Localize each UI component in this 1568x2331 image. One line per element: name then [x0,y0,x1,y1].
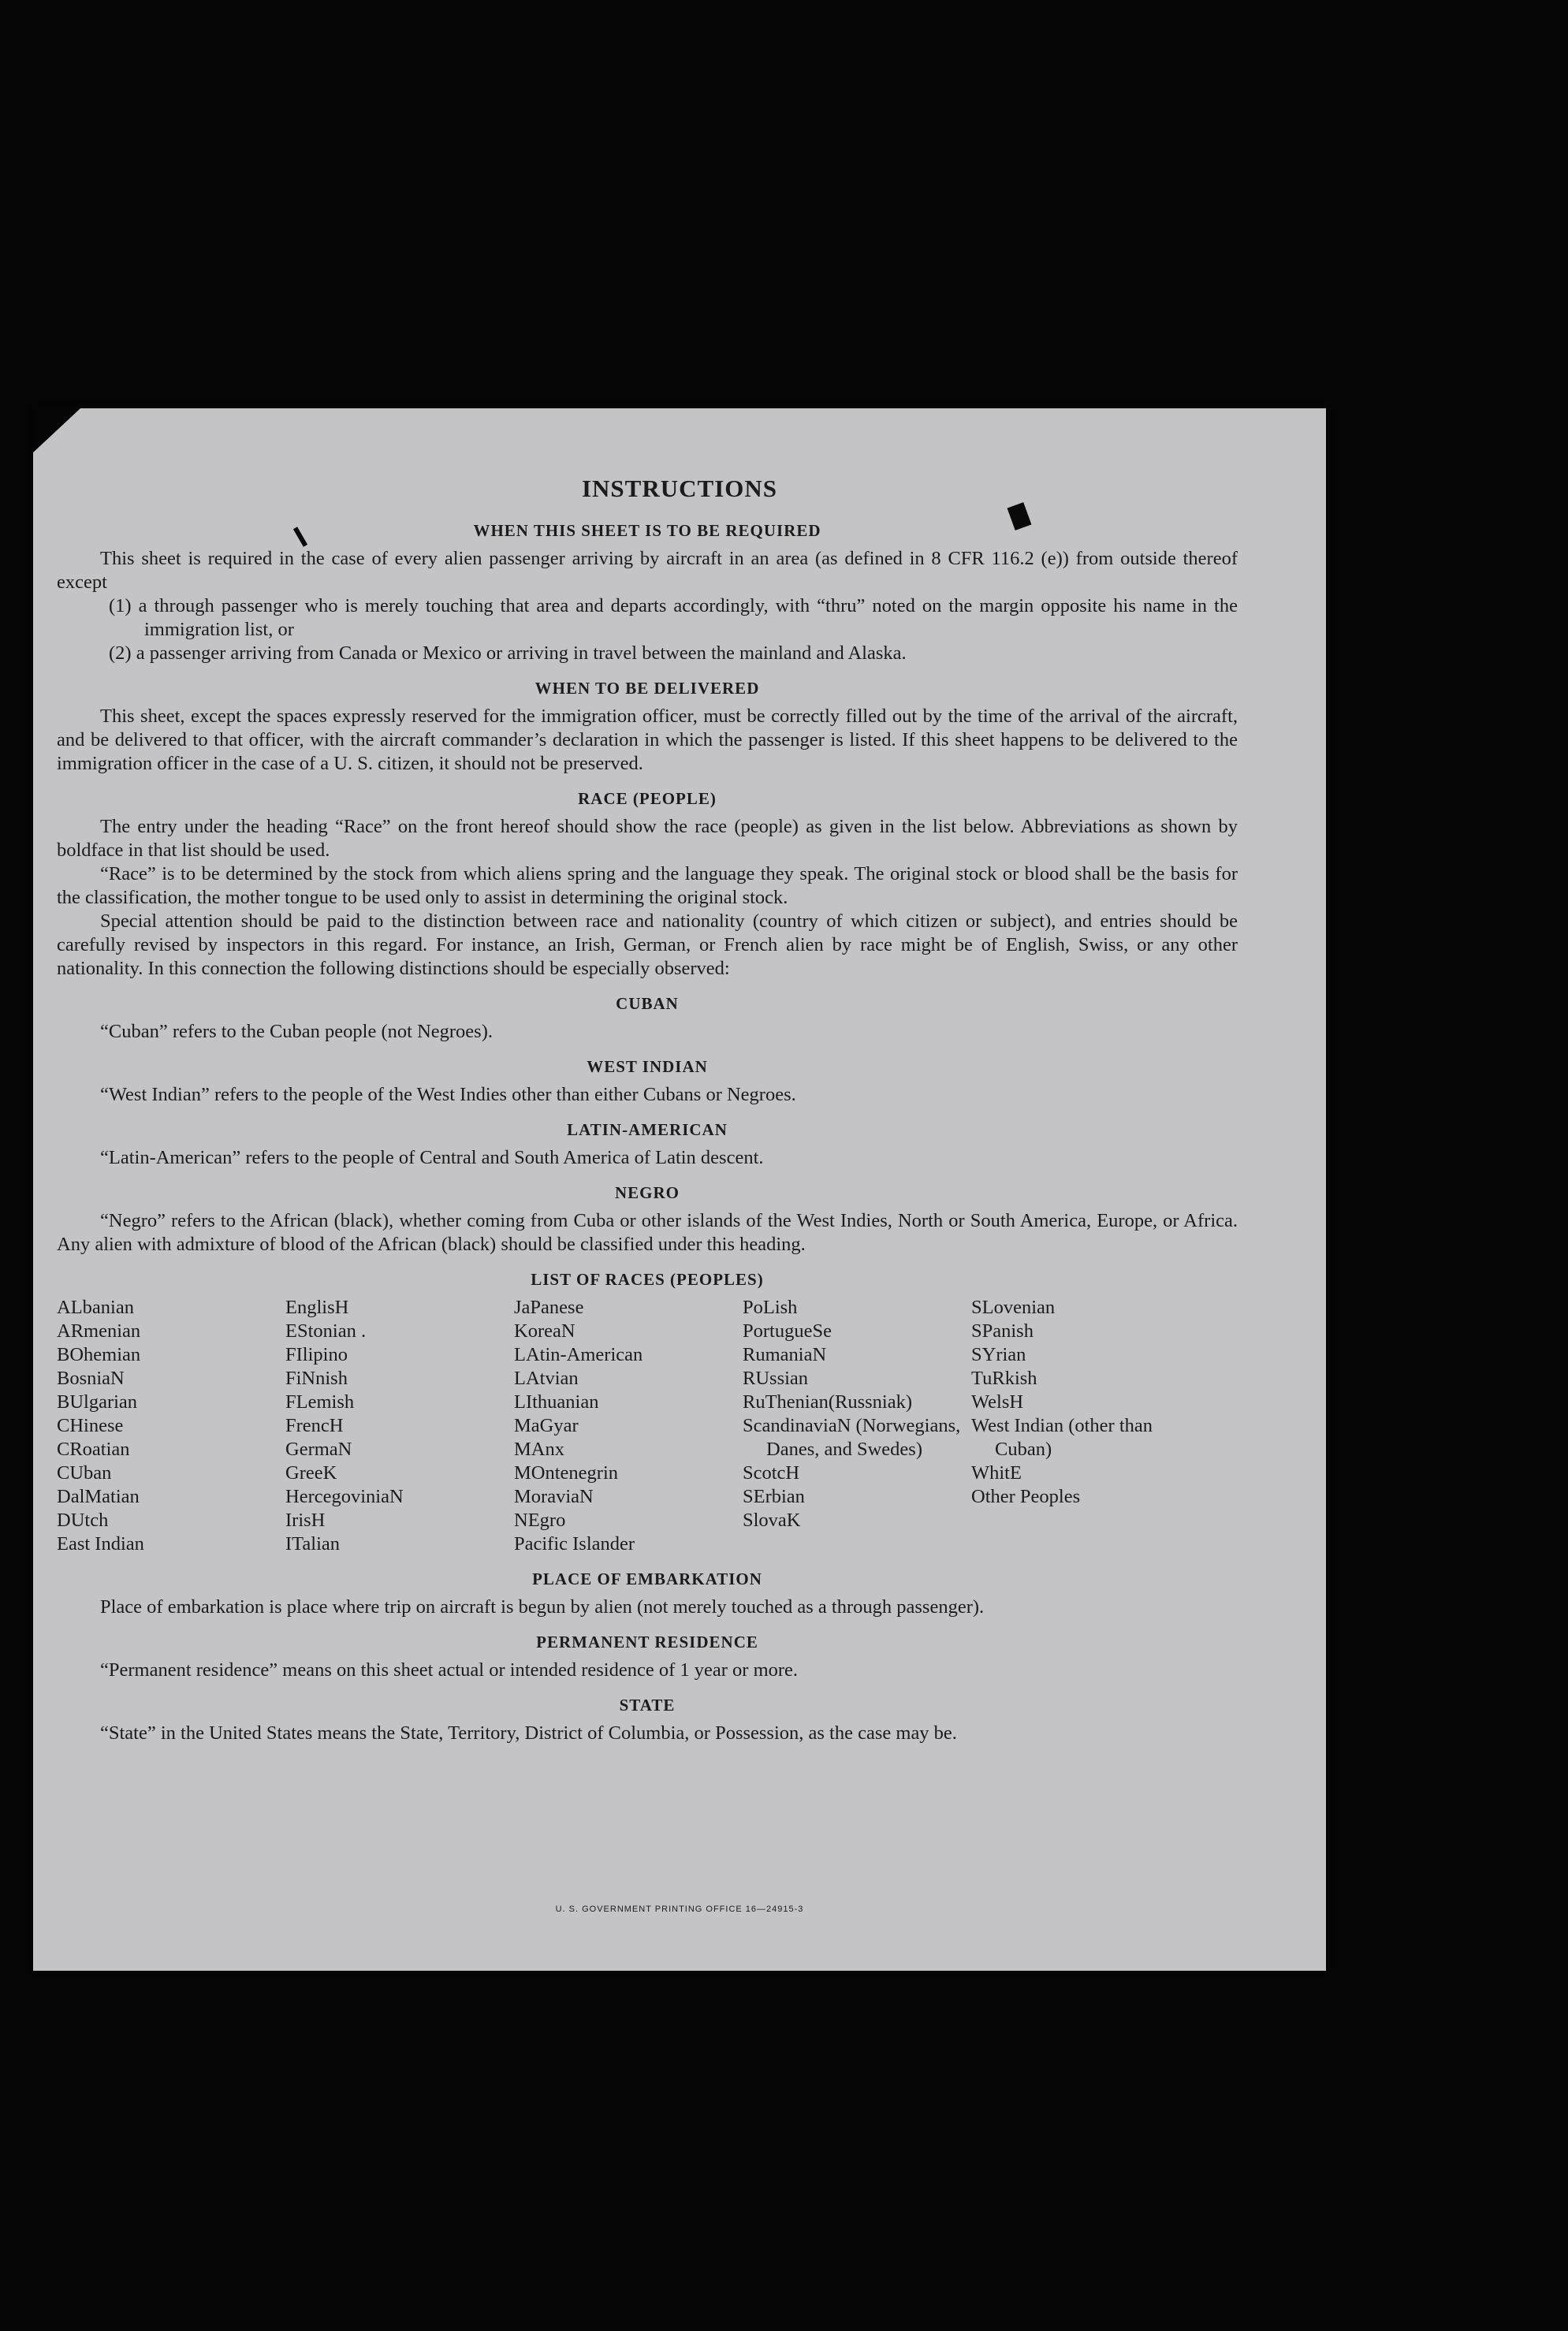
race-entry: SErbian [743,1486,805,1507]
page-title: INSTRUCTIONS [581,475,777,502]
race-entry: RuThenian(Russniak) [743,1391,913,1413]
race-entry: Pacific Islander [514,1533,635,1555]
race-entry: DalMatian [57,1486,140,1507]
race-entry: KoreaN [514,1320,575,1342]
races-column-1 [57,1296,285,1556]
race-entry: EStonian . [285,1320,367,1342]
section-heading-latin-american: LATIN-AMERICAN [567,1120,728,1139]
race-entry: MoraviaN [514,1486,594,1507]
section-heading-embarkation: PLACE OF EMBARKATION [532,1570,762,1588]
races-column-2 [285,1296,514,1556]
required-paragraph: This sheet is required in the case of every alien passenger arriving by aircraft in an area (as defined in 8 CFR 116.2 (e)) from outside thereof except [57,548,1238,593]
residence-paragraph: “Permanent residence” means on this sheet actual or intended residence of 1 year or more. [100,1659,799,1681]
race-entry: ARmenian [57,1320,141,1342]
race-entry: FrencH [285,1415,344,1436]
section-heading-residence: PERMANENT RESIDENCE [536,1633,758,1651]
race-entry: IrisH [285,1510,326,1531]
race-entry: PoLish [743,1297,798,1318]
latin-american-paragraph: “Latin-American” refers to the people of Central and South America of Latin descent. [100,1147,764,1168]
race-paragraph-2: “Race” is to be determined by the stock from which aliens spring and the language they speak. The original stock or blood shall be the basis for the classification, the mother tongue to be used only to assist in determining the original stock. [57,863,1238,908]
race-entry: PortugueSe [743,1320,832,1342]
cuban-paragraph: “Cuban” refers to the Cuban people (not Negroes). [100,1021,493,1042]
race-entry: EnglisH [285,1297,349,1318]
race-paragraph-1: The entry under the heading “Race” on the front hereof should show the race (people) as given in the list below. Abbreviations as shown by boldface in that list should be used. [57,816,1238,861]
section-heading-west-indian: WEST INDIAN [587,1057,708,1076]
section-heading-state: STATE [619,1696,676,1715]
delivered-paragraph: This sheet, except the spaces expressly reserved for the immigration officer, must be correctly filled out by the time of the arrival of the aircraft, and be delivered to that officer, with the aircraft commander’s declaration in which the passenger is listed. If this sheet happens to be delivered to the immigration officer in the case of a U. S. citizen, it should not be preserved. [57,706,1238,774]
race-entry: West Indian (other than Cuban) [971,1415,1153,1460]
race-entry: ScotcH [743,1462,800,1484]
races-column-5 [971,1296,1200,1556]
race-entry: ScandinaviaN (Norwegians, Danes, and Swedes) [743,1415,961,1460]
race-entry: RumaniaN [743,1344,827,1365]
race-entry: CRoatian [57,1439,130,1460]
negro-paragraph: “Negro” refers to the African (black), whether coming from Cuba or other islands of the West Indies, North or South America, Europe, or Africa. Any alien with admixture of blood of the African (black) should be classified under this heading. [57,1210,1238,1255]
race-entry: MaGyar [514,1415,579,1436]
race-entry: SYrian [971,1344,1026,1365]
race-entry: FIlipino [285,1344,348,1365]
section-heading-required: WHEN THIS SHEET IS TO BE REQUIRED [473,521,821,540]
race-entry: TuRkish [971,1368,1037,1389]
race-entry: HercegoviniaN [285,1486,404,1507]
section-heading-cuban: CUBAN [616,994,679,1013]
race-entry: East Indian [57,1533,144,1555]
race-entry: WhitE [971,1462,1022,1484]
section-heading-negro: NEGRO [614,1183,680,1202]
race-entry: JaPanese [514,1297,584,1318]
race-entry: ITalian [285,1533,341,1555]
race-entry: LIthuanian [514,1391,599,1413]
race-entry: DUtch [57,1510,109,1531]
folded-corner [33,408,80,452]
race-entry: BOhemian [57,1344,141,1365]
races-list [57,1296,1238,1556]
race-entry: MAnx [514,1439,564,1460]
section-heading-list-of-races: LIST OF RACES (PEOPLES) [531,1270,764,1289]
race-entry: SLovenian [971,1297,1056,1318]
race-entry: GreeK [285,1462,337,1484]
required-item-2: (2) a passenger arriving from Canada or Mexico or arriving in travel between the mainland and Alaska. [109,642,907,664]
race-entry: CUban [57,1462,112,1484]
race-entry: CHinese [57,1415,124,1436]
section-heading-race: RACE (PEOPLE) [578,789,717,808]
race-entry: LAtvian [514,1368,579,1389]
embarkation-paragraph: Place of embarkation is place where trip on aircraft is begun by alien (not merely touched as a through passenger). [100,1596,985,1618]
printing-office-note: U. S. GOVERNMENT PRINTING OFFICE 16—24915-3 [555,1905,804,1914]
races-column-3 [514,1296,743,1556]
race-entry: MOntenegrin [514,1462,618,1484]
race-entry: ALbanian [57,1297,134,1318]
document-sheet [33,408,1326,1971]
race-entry: GermaN [285,1439,352,1460]
race-entry: FLemish [285,1391,355,1413]
race-paragraph-3: Special attention should be paid to the distinction between race and nationality (country of which citizen or subject), and entries should be carefully revised by inspectors in this regard. For instance, an Irish, German, or French alien by race might be of English, Swiss, or any other nationality. In this connection the following distinctions should be especially observed: [57,910,1238,979]
race-entry: RUssian [743,1368,809,1389]
race-entry: BUlgarian [57,1391,138,1413]
state-paragraph: “State” in the United States means the State, Territory, District of Columbia, or Possession, as the case may be. [100,1722,957,1744]
race-entry: NEgro [514,1510,566,1531]
race-entry: SPanish [971,1320,1034,1342]
race-entry: LAtin-American [514,1344,643,1365]
instructions-body [57,519,1238,1745]
race-entry: Other Peoples [971,1486,1081,1507]
section-heading-delivered: WHEN TO BE DELIVERED [534,679,760,698]
race-entry: WelsH [971,1391,1024,1413]
required-item-1: (1) a through passenger who is merely touching that area and departs accordingly, with “thru” noted on the margin opposite his name in the immigration list, or [109,595,1238,640]
race-entry: BosniaN [57,1368,125,1389]
race-entry: FiNnish [285,1368,348,1389]
races-column-4 [743,1296,971,1556]
west-indian-paragraph: “West Indian” refers to the people of the West Indies other than either Cubans or Negroes. [100,1084,796,1105]
race-entry: SlovaK [743,1510,801,1531]
